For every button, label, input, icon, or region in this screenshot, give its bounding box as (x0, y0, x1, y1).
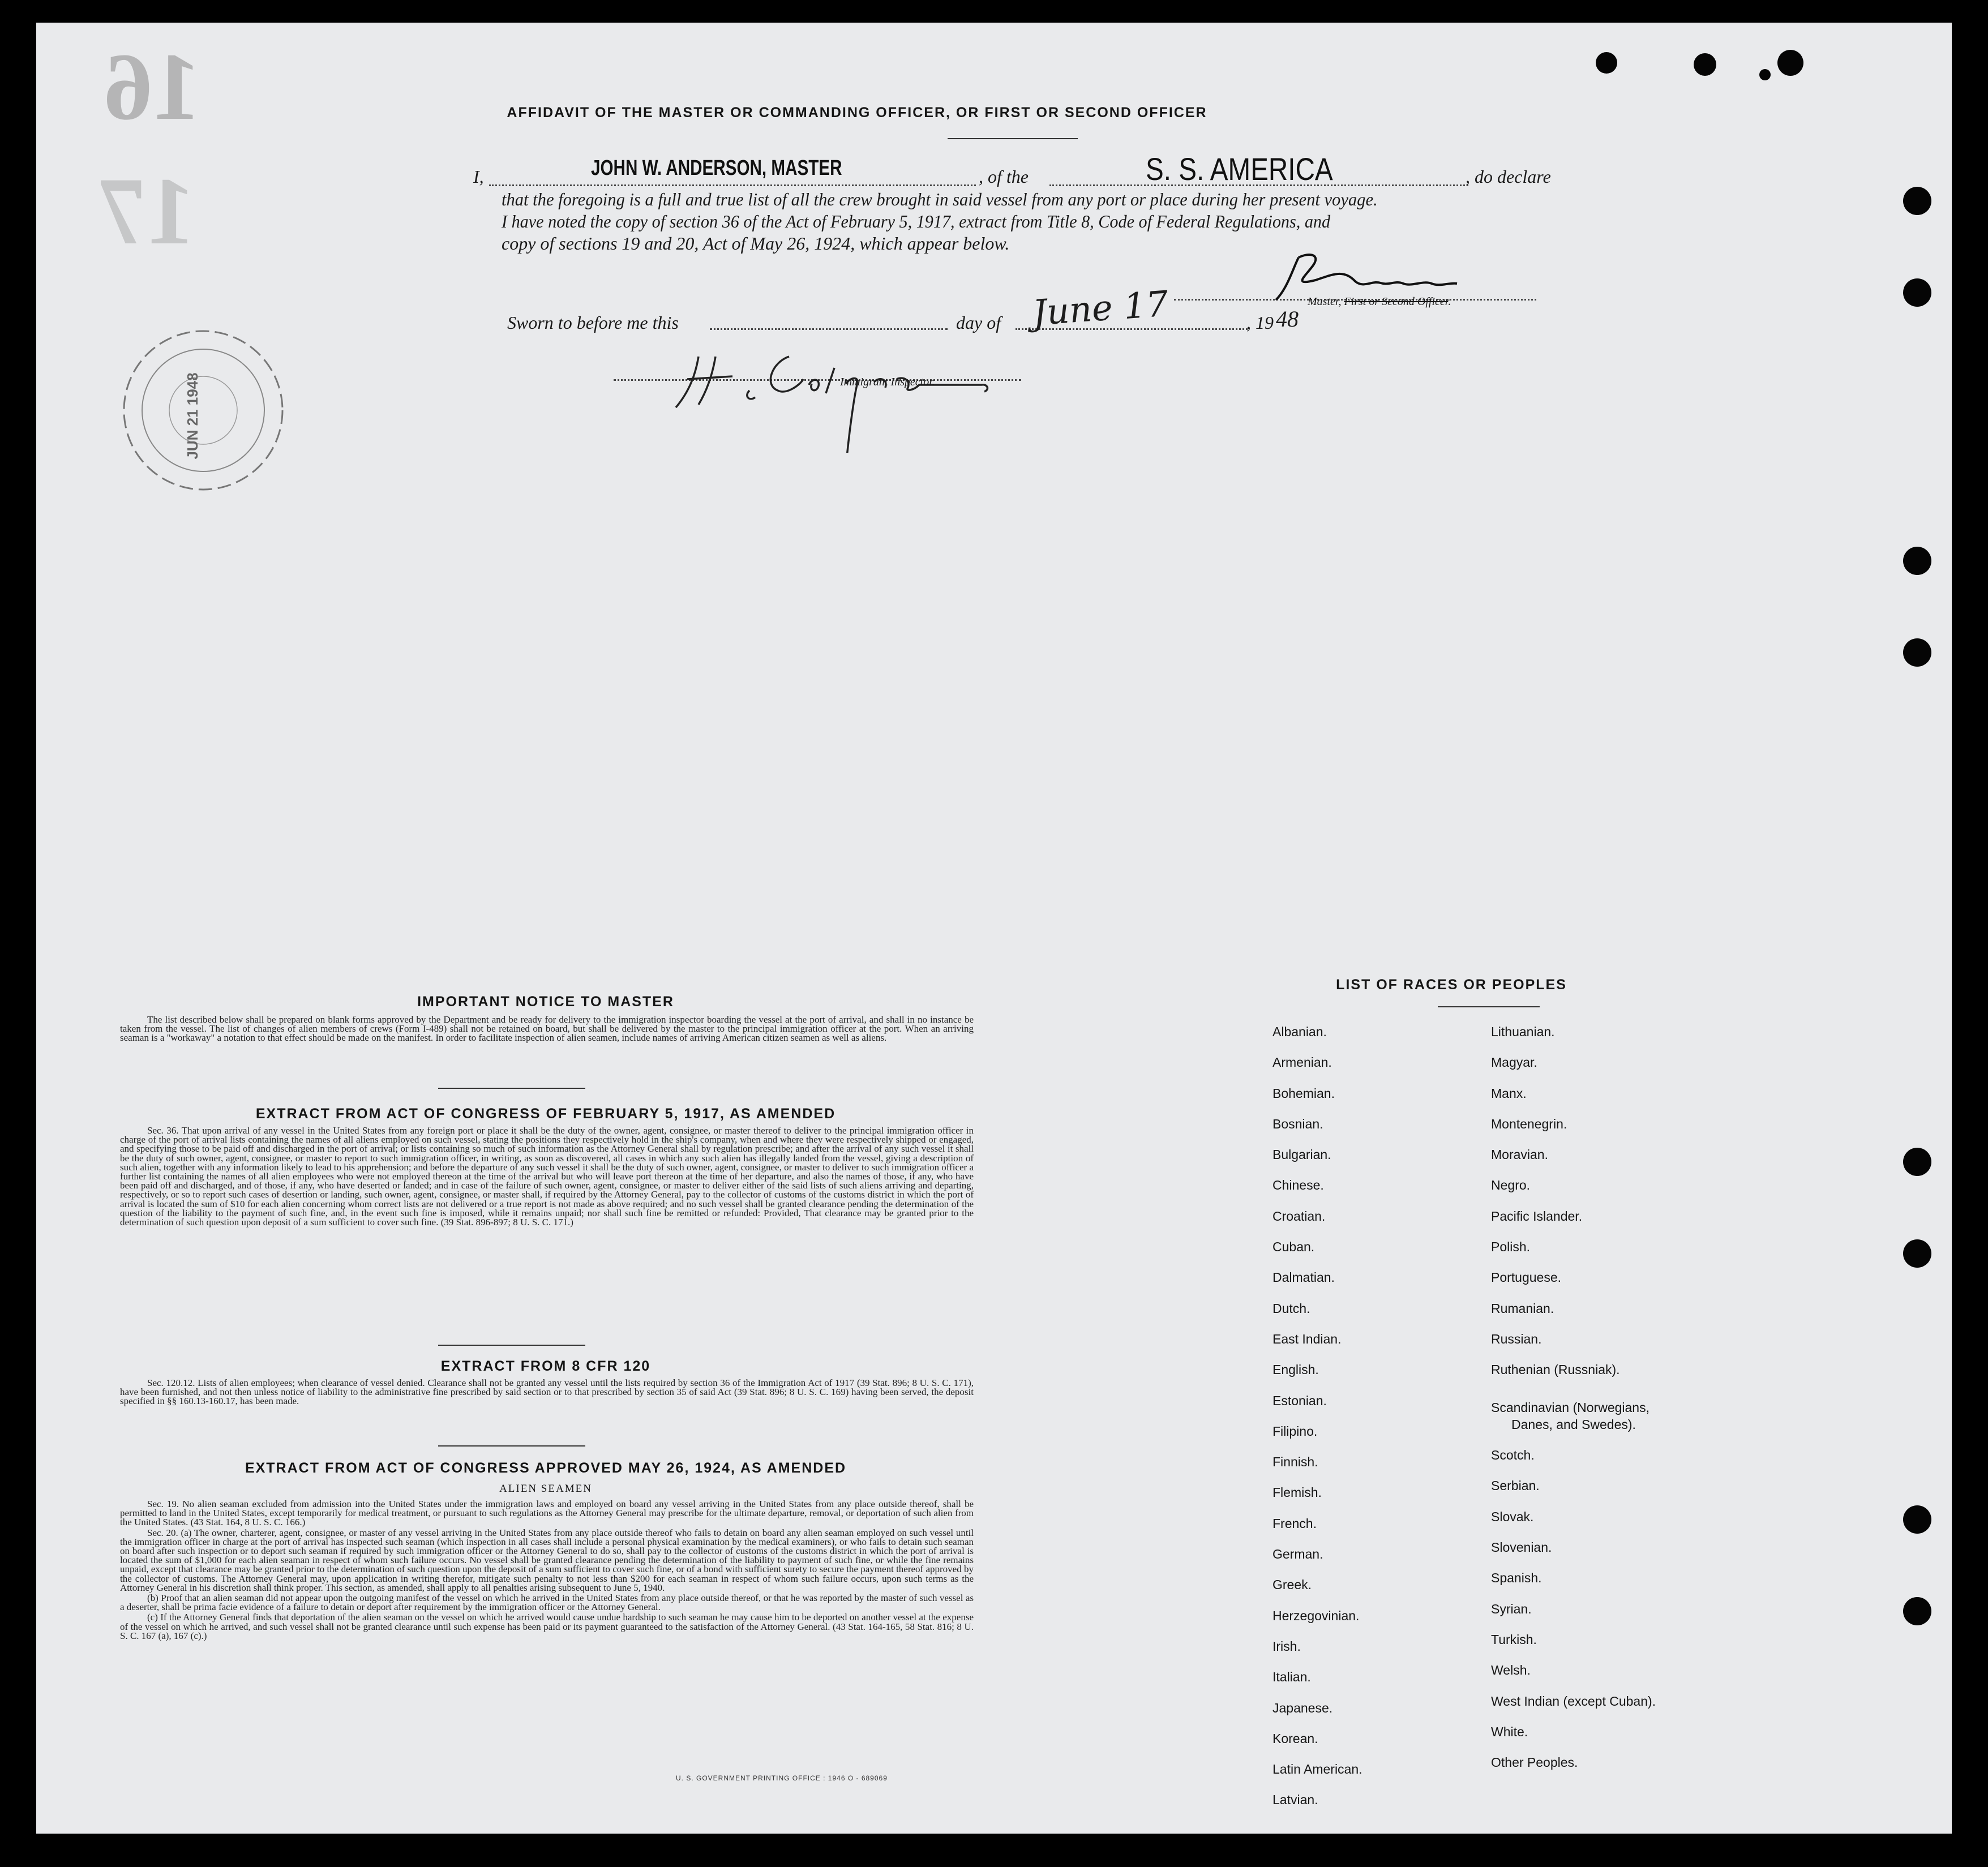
race-item: Slovenian. (1491, 1540, 1552, 1555)
declarant-name: JOHN W. ANDERSON, MASTER (591, 156, 842, 180)
race-item: Spanish. (1491, 1570, 1542, 1586)
binder-hole (1903, 1597, 1931, 1625)
section-20b-paragraph: (b) Proof that an alien seaman did not appear upon the outgoing manifest of the vessel on which he arrived in the United States from any place outside thereof, or that he was reported by the master of such vessel as a deserter, shall be prima facie evidence of a failure to detain or deport after requirement by the immigration officer or the Attorney General. (120, 1593, 974, 1613)
races-title: LIST OF RACES OR PEOPLES (1336, 977, 1567, 993)
binder-hole (1903, 638, 1931, 667)
binder-hole (1903, 547, 1931, 575)
race-item: Latin American. (1273, 1762, 1363, 1777)
race-item: Negro. (1491, 1178, 1531, 1193)
race-item: French. (1273, 1516, 1317, 1531)
master-caption-prefix: Master, (1308, 295, 1342, 308)
race-item: Serbian. (1491, 1478, 1540, 1493)
binder-hole (1903, 1148, 1931, 1176)
race-item: Flemish. (1273, 1485, 1322, 1500)
handwritten-date: June 17 (1031, 282, 1170, 334)
race-item: Syrian. (1491, 1601, 1532, 1616)
svg-text:16: 16 (104, 34, 200, 140)
extract-1917-title: EXTRACT FROM ACT OF CONGRESS OF FEBRUARY 5, 1917, AS AMENDED (255, 1106, 836, 1122)
divider (438, 1088, 585, 1089)
race-item: Bohemian. (1273, 1085, 1335, 1101)
binder-hole (1903, 1505, 1931, 1534)
divider (1438, 1006, 1540, 1007)
binder-hole (1903, 187, 1931, 215)
binder-hole (1777, 50, 1803, 76)
i-label: I, (473, 166, 484, 187)
race-item: Other Peoples. (1491, 1755, 1578, 1770)
race-item: Pacific Islander. (1491, 1208, 1583, 1224)
do-declare-label: , do declare (1466, 166, 1551, 187)
inspection-stamp (113, 320, 294, 501)
race-item: Ruthenian (Russniak). (1491, 1362, 1620, 1377)
race-item: Slovak. (1491, 1509, 1534, 1524)
extract-1917-body (120, 1126, 974, 1228)
extract-1924-body (120, 1500, 974, 1642)
race-item: Herzegovinian. (1273, 1608, 1360, 1623)
race-item: West Indian (except Cuban). (1491, 1693, 1656, 1709)
race-item: East Indian. (1273, 1331, 1342, 1346)
race-item: Dalmatian. (1273, 1270, 1335, 1285)
section-19-paragraph: Sec. 19. No alien seaman excluded from admission into the United States under the immigration laws and employed on board any vessel arriving in the United States from any place outside thereof, shall be permitted to land in the United States, except temporarily for medical treatment, or pursuant to such regulations as the Attorney General may prescribe for the ultimate departure, removal, or deportation of such alien from the United States. (43 Stat. 164, 8 U. S. C. 166.) (120, 1499, 974, 1528)
race-item: Moravian. (1491, 1147, 1548, 1162)
sworn-label: Sworn to before me this (507, 312, 679, 333)
race-item: Korean. (1273, 1731, 1318, 1746)
races-left-column (1273, 1024, 1476, 1823)
race-item: Irish. (1273, 1638, 1301, 1654)
race-item: Estonian. (1273, 1393, 1327, 1408)
race-item: Magyar. (1491, 1055, 1537, 1070)
extract-1924-subtitle: ALIEN SEAMEN (499, 1483, 592, 1495)
race-item: Rumanian. (1491, 1301, 1554, 1316)
inspector-caption: Immigrant Inspector. (840, 376, 935, 388)
race-item: Welsh. (1491, 1663, 1531, 1678)
race-item: Armenian. (1273, 1055, 1332, 1070)
affidavit-title: AFFIDAVIT OF THE MASTER OR COMMANDING OFFICER, OR FIRST OR SECOND OFFICER (507, 105, 1207, 121)
race-item: Japanese. (1273, 1700, 1333, 1715)
extract-cfr-body (120, 1379, 974, 1407)
race-item: White. (1491, 1724, 1528, 1739)
race-item: Scandinavian (Norwegians, (1491, 1400, 1649, 1415)
divider (438, 1345, 585, 1346)
binder-hole (1759, 69, 1771, 80)
stamp-date: JUN 21 1948 (184, 372, 201, 460)
race-item: Cuban. (1273, 1239, 1315, 1255)
master-caption-struck: First or Second Officer (1344, 295, 1449, 308)
race-item: Filipino. (1273, 1423, 1318, 1439)
race-item: Dutch. (1273, 1301, 1310, 1316)
vessel-name: S. S. AMERICA (1146, 151, 1333, 187)
race-item: German. (1273, 1547, 1323, 1562)
handwritten-year: 48 (1276, 306, 1299, 332)
race-item: Bulgarian. (1273, 1147, 1331, 1162)
race-item: Finnish. (1273, 1454, 1318, 1470)
races-right-column (1491, 1024, 1729, 1786)
year-prefix: , 19 (1246, 312, 1274, 333)
race-item: Montenegrin. (1491, 1116, 1567, 1131)
race-item: Russian. (1491, 1331, 1542, 1346)
race-item: Greek. (1273, 1577, 1312, 1593)
section-36-paragraph: Sec. 36. That upon arrival of any vessel in the United States from any foreign port or place it shall be the duty of the owner, agent, consignee, or master thereof to deliver to the principal immigration officer in charge of the port of arrival lists containing the names of all aliens employed on such vessel, stating the positions they respectively hold in the ship's company, when and where they were respectively shipped or engaged, and specifying those to be paid off and discharged in the port of arrival; or lists containing so much of such information as the Attorney General shall by regulation prescribe; and after the arrival of any such vessel it shall be the duty of such owner, agent, consignee, or master to report to such immigration officer, in writing, as soon as discovered, all cases in which any such alien has illegally landed from the vessel, giving a description of such alien, together with any information likely to lead to his apprehension; and before the departure of any such vessel it shall be the duty of such owner, agent, consignee, or master to deliver to such immigration officer a further list containing the names of all alien employees who were not employed thereon at the time of the arrival but who will leave port thereon at the time of her departure, and also the names of those, if any, who have been paid off and discharged, and of those, if any, who have deserted or landed; and in case of the failure of such owner, agent, consignee, or master to deliver either of the said lists of such aliens arriving and departing, respectively, or so to report such cases of desertion or landing, such owner, agent, consignee, or master shall, if required by the Attorney General, pay to the collector of customs of the customs district in which the port of arrival is located the sum of $10 for each alien concerning whom correct lists are not delivered or a true report is not made as above required; and no such vessel shall be granted clearance pending the determination of the question of the liability to the payment of such fine, and, in the event such fine is imposed, while it remains unpaid; nor shall such fine be remitted or refunded: Provided, That clearance may be granted prior to the determination of such question upon deposit of a sum sufficient to cover such fine. (39 Stat. 896-897; 8 U. S. C. 171.) (120, 1125, 974, 1228)
binder-hole (1903, 1239, 1931, 1268)
master-caption (1308, 295, 1451, 308)
extract-cfr-title: EXTRACT FROM 8 CFR 120 (440, 1358, 651, 1374)
affidavit-line-3: I have noted the copy of section 36 of the Act of February 5, 1917, extract from Title 8, Code of Federal Regulations, and (502, 211, 1331, 231)
binder-hole (1596, 52, 1617, 74)
section-20c-paragraph: (c) If the Attorney General finds that deportation of the alien seaman on the vessel on which he arrived would cause undue hardship to such seaman he may cause him to be deported on another vessel at the expense of the vessel on which he arrived, and such vessel shall not be granted clearance until such expense has been paid or its payment guaranteed to the satisfaction of the Attorney General. (43 Stat. 164-165, 58 Stat. 816; 8 U. S. C. 167 (a), 167 (c).) (120, 1612, 974, 1641)
race-item: Danes, and Swedes). (1511, 1417, 1636, 1432)
affidavit-line-2: that the foregoing is a full and true list of all the crew brought in said vessel from any port or place during her present voyage. (502, 189, 1378, 209)
divider (948, 138, 1078, 139)
notice-title: IMPORTANT NOTICE TO MASTER (417, 994, 674, 1010)
printer-imprint: U. S. GOVERNMENT PRINTING OFFICE : 1946 O - 689069 (676, 1774, 888, 1782)
race-item: Croatian. (1273, 1208, 1326, 1224)
race-item: Chinese. (1273, 1178, 1324, 1193)
master-caption-suffix: . (1448, 295, 1451, 308)
divider (438, 1445, 585, 1447)
document-page (36, 23, 1952, 1834)
bleedthrough-mark (70, 34, 212, 272)
section-120-12-paragraph: Sec. 120.12. Lists of alien employees; when clearance of vessel denied. Clearance shall not be granted any vessel until the lists required by section 36 of the Immigration Act of 1917 (39 Stat. 896; 8 U. S. C. 171), have been furnished, and not then unless notice of liability to the administrative fine prescribed by said section or to that prescribed by section 35 of said Act (39 Stat. 896; 8 U. S. C. 169) having been served, the deposit specified in §§ 160.13-160.17, has been made. (120, 1377, 974, 1407)
race-item: Manx. (1491, 1085, 1527, 1101)
day-of-label: day of (956, 312, 1001, 333)
binder-hole (1694, 53, 1716, 76)
svg-text:17: 17 (98, 158, 195, 264)
race-item: Portuguese. (1491, 1270, 1562, 1285)
affidavit-line-4: copy of sections 19 and 20, Act of May 26, 1924, which appear below. (502, 233, 1010, 254)
race-item: Scotch. (1491, 1448, 1535, 1463)
race-item: English. (1273, 1362, 1319, 1377)
race-item: Lithuanian. (1491, 1024, 1555, 1039)
section-20a-paragraph: Sec. 20. (a) The owner, charterer, agent, consignee, or master of any vessel arriving in the United States from any place outside thereof who fails to detain on board any alien seaman employed on such vessel until the immigration officer in charge at the port of arrival has inspected such seaman (which inspection in all cases shall include a personal physical examination by the medical examiners), or who fails to detain such seaman on board after such inspection or to deport such seaman if required by such immigration officer or the Attorney General to do so, shall pay to the collector of customs of the customs district in which the port of arrival is located the sum of $1,000 for each alien seaman in respect of whom such failure occurs. No vessel shall be granted clearance pending the determination of the liability to payment of such fine, or while the fine remains unpaid, except that clearance may be granted prior to the determination of such question upon the deposit of a sum sufficient to cover such fine, or of a bond with sufficient surety to secure the payment thereof approved by the collector of customs. The Attorney General may, upon application in writing therefor, mitigate such penalty to not less than $200 for each seaman in respect of whom such failure occurs, upon such terms as the Attorney General in his discretion shall think proper. This section, as amended, shall apply to all penalties arising subsequent to June 5, 1940. (120, 1527, 974, 1593)
notice-paragraph: The list described below shall be prepared on blank forms approved by the Department and be ready for delivery to the immigration inspector boarding the vessel at the port of arrival, and shall in no instance be taken from the vessel. The list of changes of alien members of crews (Form I-489) shall not be retained on board, but shall be delivered by the master to the principal immigration officer at the port. When an arriving seaman is a "workaway" a notation to that effect should be made on the manifest. In order to facilitate inspection of alien seamen, include names of arriving American citizen seamen as well as aliens. (120, 1014, 974, 1044)
notice-body (120, 1015, 974, 1044)
race-item: Turkish. (1491, 1632, 1537, 1647)
race-item: Polish. (1491, 1239, 1531, 1255)
race-item: Albanian. (1273, 1024, 1327, 1039)
extract-1924-title: EXTRACT FROM ACT OF CONGRESS APPROVED MAY 26, 1924, AS AMENDED (245, 1460, 847, 1476)
binder-hole (1903, 278, 1931, 307)
race-item: Bosnian. (1273, 1116, 1323, 1131)
race-item: Italian. (1273, 1669, 1311, 1685)
of-the-label: , of the (979, 166, 1029, 187)
race-item: Latvian. (1273, 1792, 1318, 1808)
